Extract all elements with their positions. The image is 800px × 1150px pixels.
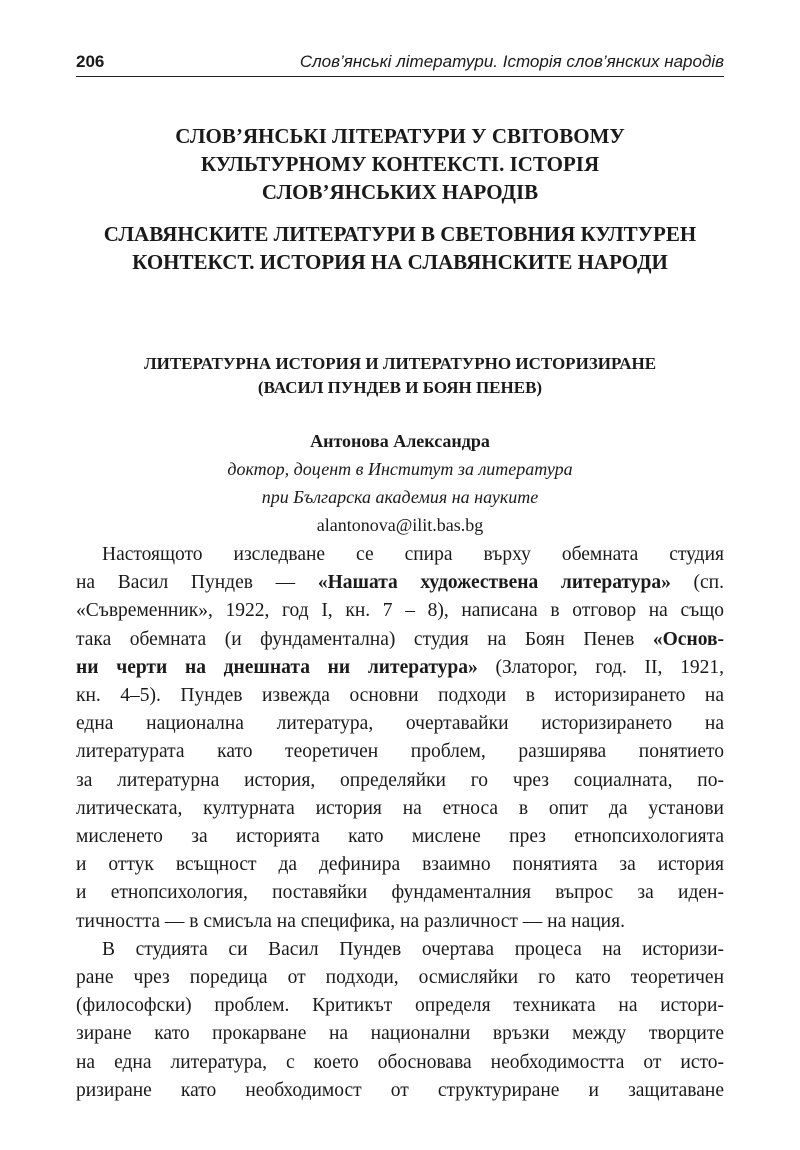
section-title: [76, 122, 724, 276]
section-title-uk-line: СЛОВ’ЯНСЬКИХ НАРОДІВ: [261, 180, 539, 204]
text-line: [76, 654, 724, 682]
text-span: на Васил Пундев —: [76, 572, 318, 594]
text-span: (сп.: [670, 572, 724, 594]
text-span: и етнопсихология, поставяйки фундаменталния въпрос за иден-: [76, 882, 724, 904]
text-line: [76, 767, 724, 795]
text-line: [76, 597, 724, 625]
author-affiliation: при Българска академия на науките: [261, 487, 539, 507]
text-line: [76, 964, 724, 992]
text-span: кн. 4–5). Пундев извежда основни подходи в историзирането на: [76, 685, 724, 707]
page-number: 206: [76, 52, 105, 71]
text-span: тичността — в смисъла на специфика, на различност — на нация.: [76, 910, 625, 932]
author-block: [76, 427, 724, 539]
bold-title-span: «Основ-: [652, 628, 724, 650]
text-span: Настоящото изследване се спира върху обемната студия: [102, 544, 724, 565]
text-line: [76, 908, 724, 936]
bold-title-span: ни черти на днешната ни литература»: [76, 656, 478, 678]
section-title-bg-line: СЛАВЯНСКИТЕ ЛИТЕРАТУРИ В СВЕТОВНИЯ КУЛТУРЕН: [103, 222, 697, 246]
text-span: литературата като теоретичен проблем, разширява понятието: [76, 741, 724, 763]
text-span: (Златорог, год. II, 1921,: [477, 656, 725, 678]
running-title: Слов’янські літератури. Історія слов’янских народів: [299, 52, 724, 71]
paragraph: [76, 936, 724, 1105]
paragraph: [76, 541, 724, 936]
text-line: [76, 1077, 724, 1105]
text-span: ране чрез поредица от подходи, осмисляйки го като теоретичен: [76, 967, 724, 989]
text-line: [76, 682, 724, 710]
section-title-uk-line: СЛОВ’ЯНСЬКІ ЛІТЕРАТУРИ У СВІТОВОМУ: [175, 124, 625, 148]
text-span: ризиране като необходимост от структуриране и защитаване: [76, 1079, 724, 1101]
text-span: зиране като прокарване на национални връзки между творците: [76, 1023, 724, 1045]
text-span: «Съвременник», 1922, год I, кн. 7 – 8), написана в отговор на също: [76, 600, 724, 622]
text-line: [76, 992, 724, 1020]
text-line: [76, 795, 724, 823]
text-line: [76, 1049, 724, 1077]
article-title: [76, 352, 724, 400]
text-span: литическата, културната история на етноса в опит да установи: [76, 797, 724, 819]
text-line: [76, 823, 724, 851]
text-line: [76, 569, 724, 597]
text-span: една национална литература, очертавайки историзирането на: [76, 713, 724, 735]
author-name: Антонова Александра: [310, 431, 490, 451]
author-affiliation: доктор, доцент в Институт за литература: [227, 459, 573, 479]
text-line: [76, 851, 724, 879]
text-line: [76, 541, 724, 569]
text-span: (философски) проблем. Критикът определя техниката на истори-: [76, 995, 724, 1017]
text-span: и оттук всъщност да дефинира взаимно понятията за история: [76, 854, 724, 876]
author-email: alantonova@ilit.bas.bg: [316, 515, 484, 535]
text-line: [76, 879, 724, 907]
section-title-uk-line: КУЛЬТУРНОМУ КОНТЕКСТІ. ІСТОРІЯ: [200, 152, 600, 176]
text-span: така обемната (и фундаментална) студия на Боян Пенев: [76, 628, 653, 650]
text-line: [76, 710, 724, 738]
text-span: на една литература, с което обосновава необходимостта от исто-: [76, 1051, 724, 1073]
article-title-line: ЛИТЕРАТУРНА ИСТОРИЯ И ЛИТЕРАТУРНО ИСТОРИЗИРАНЕ: [143, 354, 657, 373]
text-span: В студията си Васил Пундев очертава процеса на историзи-: [102, 938, 724, 960]
text-line: [76, 1020, 724, 1048]
article-body: [76, 541, 724, 1105]
text-span: мисленето за историята като мислене през етнопсихологията: [76, 826, 724, 848]
article-title-line: (ВАСИЛ ПУНДЕВ И БОЯН ПЕНЕВ): [257, 378, 543, 397]
bold-title-span: «Нашата художествена литература»: [317, 572, 671, 594]
running-header: [76, 52, 724, 77]
text-line: [76, 738, 724, 766]
text-span: за литературна история, определяйки го чрез социалната, по-: [76, 769, 724, 791]
text-line: [76, 626, 724, 654]
section-title-bg-line: КОНТЕКСТ. ИСТОРИЯ НА СЛАВЯНСКИТЕ НАРОДИ: [132, 250, 668, 274]
text-line: [76, 936, 724, 964]
